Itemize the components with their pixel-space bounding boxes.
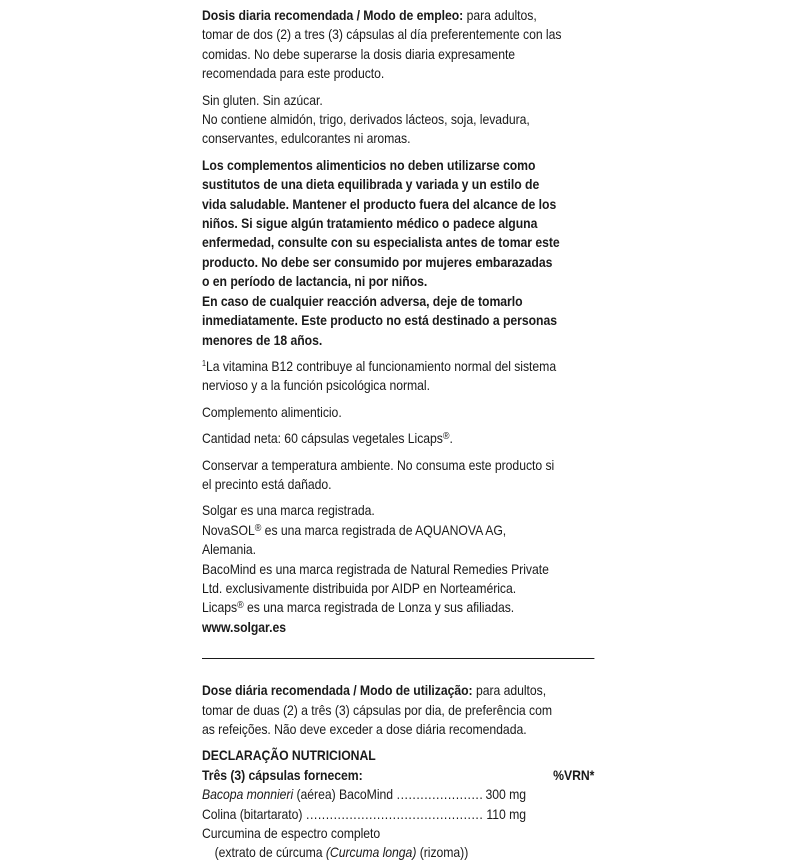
es-gluten-free: Sin gluten. Sin azúcar. xyxy=(202,92,323,108)
pt-nutrition-title: DECLARAÇÃO NUTRICIONAL xyxy=(202,748,376,764)
nutrition-row xyxy=(202,785,526,804)
es-supplement: Complemento alimenticio. xyxy=(202,404,342,420)
pt-nutrition-subtitle: Três (3) cápsulas fornecem: xyxy=(202,767,363,783)
es-tm-licaps xyxy=(202,598,562,617)
es-warning-2: En caso de cualquier reacción adversa, deje de tomarlo inmediatamente. Este producto no está destinado a personas menores de 18 años. xyxy=(202,293,557,348)
es-website: www.solgar.es xyxy=(202,619,286,635)
es-no-contains: No contiene almidón, trigo, derivados lácteos, soja, levadura, conservantes, edulcorantes ni aromas. xyxy=(202,112,530,147)
es-net-quantity-end: . xyxy=(449,431,453,447)
pt-nutrition-header xyxy=(202,766,594,785)
supplement-label xyxy=(202,6,595,863)
pt-curcumin: Curcumina de espectro completo xyxy=(202,826,381,842)
nutrition-row-amount: 300 mg xyxy=(485,787,526,803)
registered-mark: ® xyxy=(442,431,450,443)
leader-dots xyxy=(397,785,482,804)
es-tm-bacomind: BacoMind es una marca registrada de Natural Remedies Private Ltd. exclusivamente distribuida por AIDP en Norteamérica. xyxy=(202,561,549,596)
es-storage: Conservar a temperatura ambiente. No consuma este producto si el precinto está dañado. xyxy=(202,457,555,492)
es-net-quantity-text: Cantidad neta: 60 cápsulas vegetales Licaps xyxy=(202,431,443,447)
pt-dosage-paragraph xyxy=(202,681,562,739)
es-footnote-text: La vitamina B12 contribuye al funcionamiento normal del sistema nervioso y a la función psicológica normal. xyxy=(202,358,557,394)
leader-dots xyxy=(306,805,483,824)
es-dosage-paragraph xyxy=(202,6,562,84)
es-net-quantity xyxy=(202,429,562,448)
pt-nutrition-vrn: %VRN* xyxy=(553,767,595,783)
es-dosage-label: Dosis diaria recomendada / Modo de empleo: xyxy=(202,8,464,23)
nutrition-row-amount: 110 mg xyxy=(486,806,526,822)
section-divider xyxy=(202,658,594,659)
es-tm-licaps-rest: es una marca registrada de Lonza y sus afiliadas. xyxy=(243,600,515,616)
es-tm-novasol-rest: es una marca registrada de AQUANOVA AG, Alemania. xyxy=(202,522,507,558)
es-dosage-text: para adultos, tomar de dos (2) a tres (3) cápsulas al día preferentemente con las comidas. No debe superarse la dosis diaria expresamente recomendada para este producto. xyxy=(202,8,562,82)
es-footnote xyxy=(202,357,562,396)
nutrition-row-name: Colina (bitartarato) xyxy=(202,806,303,822)
nutrition-row-name: Bacopa monnieri (aérea) BacoMind xyxy=(202,787,394,803)
es-tm-licaps-name: Licaps xyxy=(202,600,238,616)
nutrition-row xyxy=(202,805,526,824)
pt-curcumin-sub: (extrato de cúrcuma (Curcuma longa) (rizoma)) xyxy=(214,845,469,861)
pt-dosage-text: para adultos, tomar de duas (2) a três (3) cápsulas por dia, de preferência com as refeições. Não deve exceder a dose diária recomendada. xyxy=(202,683,553,737)
es-tm-novasol-name: NovaSOL xyxy=(202,522,255,538)
es-tm-solgar: Solgar es una marca registrada. xyxy=(202,503,375,519)
es-tm-novasol xyxy=(202,521,562,560)
registered-mark: ® xyxy=(254,522,262,534)
es-footnote-mark: 1 xyxy=(202,358,206,368)
registered-mark: ® xyxy=(237,600,244,612)
pt-nutrition-declaration xyxy=(202,746,595,862)
pt-dosage-label: Dose diária recomendada / Modo de utilização: xyxy=(202,683,473,699)
es-warning-1: Los complementos alimenticios no deben utilizarse como sustitutos de una dieta equilibrada y variada y un estilo de vida saludable. Mantener el producto fuera del alcance de los niños. Si sigue algún tratamiento médico o padece alguna enfermedad, consulte con su especialista antes de tomar este producto. No debe ser consumido por mujeres embarazadas o en período de lactancia, ni por niños. xyxy=(202,157,560,290)
